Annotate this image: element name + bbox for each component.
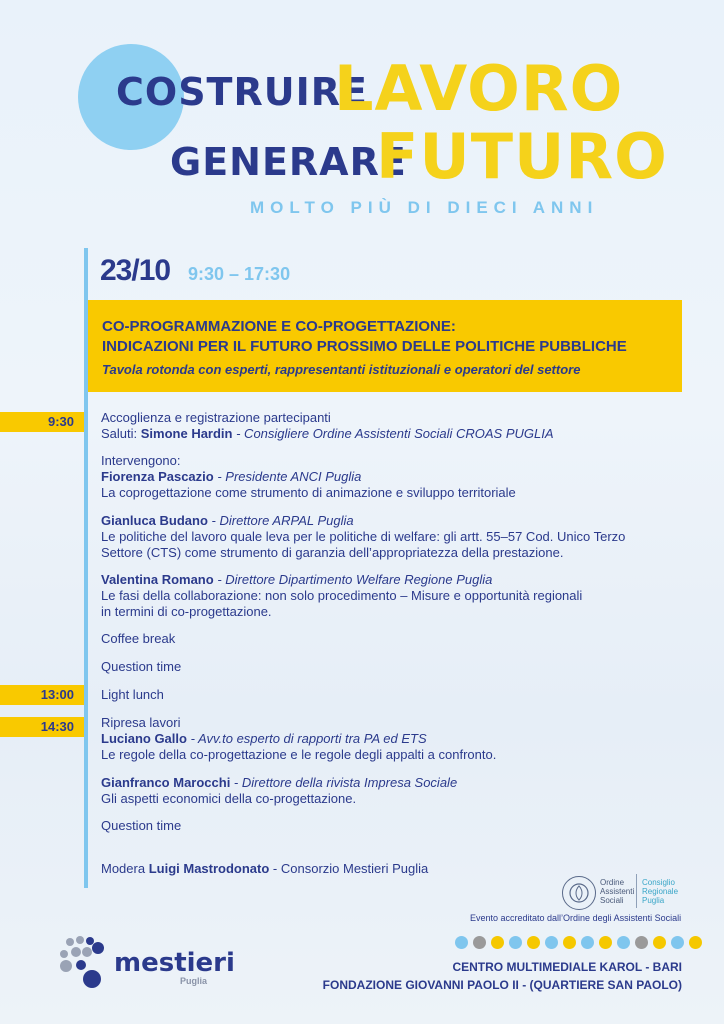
program-saluti: Saluti: Simone Hardin - Consigliere Ordine Assistenti Sociali CROAS PUGLIA [101,426,554,441]
event-date: 23/10 [100,254,171,287]
decorative-dot [563,936,576,949]
speaker-3: Valentina Romano - Direttore Dipartimento Welfare Regione Puglia [101,572,493,587]
decorative-dot [491,936,504,949]
decorative-dot [653,936,666,949]
decorative-dot [455,936,468,949]
title-futuro: FUTURO [376,120,668,193]
speaker-1: Fiorenza Pascazio - Presidente ANCI Puglia [101,469,362,484]
speaker-1-topic: La coprogettazione come strumento di animazione e sviluppo territoriale [101,485,516,500]
coffee-break: Coffee break [101,631,176,646]
oas-label: Ordine Assistenti Sociali [600,878,635,905]
oas-regional-label: Consiglio Regionale Puglia [642,878,679,905]
venue-line1: CENTRO MULTIMEDIALE KAROL - BARI [452,960,682,974]
banner-title-line1: CO-PROGRAMMAZIONE E CO-PROGETTAZIONE: [102,318,456,335]
ripresa-lavori: Ripresa lavori [101,715,181,730]
mestieri-logo-icon [56,934,112,990]
title-lavoro: LAVORO [334,52,624,125]
decorative-dot [581,936,594,949]
moderator: Modera Luigi Mastrodonato - Consorzio Mestieri Puglia [101,861,429,876]
decorative-dot [689,936,702,949]
question-time-2: Question time [101,818,182,833]
speaker-3-topic-1: Le fasi della collaborazione: non solo procedimento – Misure e opportunità regionali [101,588,583,603]
time-tag-1300: 13:00 [0,685,84,705]
speaker-2-topic-2: Settore (CTS) come strumento di garanzia dell’appropriatezza della prestazione. [101,545,564,560]
banner-title-line2: INDICAZIONI PER IL FUTURO PROSSIMO DELLE POLITICHE PUBBLICHE [102,338,627,355]
speaker-3-topic-2: in termini di co-progettazione. [101,604,272,619]
decorative-dot [473,936,486,949]
speaker-5: Gianfranco Marocchi - Direttore della rivista Impresa Sociale [101,775,458,790]
speaker-2: Gianluca Budano - Direttore ARPAL Puglia [101,513,354,528]
decorative-dot [509,936,522,949]
time-tag-1430: 14:30 [0,717,84,737]
program-intervengono: Intervengono: [101,453,181,468]
event-time-range: 9:30 – 17:30 [188,264,291,284]
brand-name: mestieri [114,948,235,978]
decorative-dot [635,936,648,949]
decorative-dot [599,936,612,949]
decorative-dot [545,936,558,949]
oas-seal-icon [562,876,596,910]
tagline: MOLTO PIÙ DI DIECI ANNI [250,198,599,217]
brand-sub: Puglia [180,976,208,986]
time-tag-930: 9:30 [0,412,84,432]
decorative-dot [671,936,684,949]
title-generare: GENERARE [170,140,407,184]
venue-line2: FONDAZIONE GIOVANNI PAOLO II - (QUARTIERE SAN PAOLO) [322,978,682,992]
speaker-5-topic: Gli aspetti economici della co-progettazione. [101,791,357,806]
speaker-4: Luciano Gallo - Avv.to esperto di rapporti tra PA ed ETS [101,731,427,746]
speaker-2-topic-1: Le politiche del lavoro quale leva per le politiche di welfare: gli artt. 55–57 Cod. Unico Terzo [101,529,626,544]
speaker-4-topic: Le regole della co-progettazione e le regole degli appalti a confronto. [101,747,497,762]
decorative-dot [617,936,630,949]
program-welcome: Accoglienza e registrazione partecipanti [101,410,331,425]
decorative-dot [527,936,540,949]
question-time-1: Question time [101,659,182,674]
oas-divider [636,874,637,908]
title-costruire: COSTRUIRE [116,70,368,114]
decorative-dots [455,936,702,949]
light-lunch: Light lunch [101,687,164,702]
accreditation-note: Evento accreditato dall’Ordine degli Assistenti Sociali [470,913,682,923]
banner-subtitle: Tavola rotonda con esperti, rappresentanti istituzionali e operatori del settore [102,362,581,377]
